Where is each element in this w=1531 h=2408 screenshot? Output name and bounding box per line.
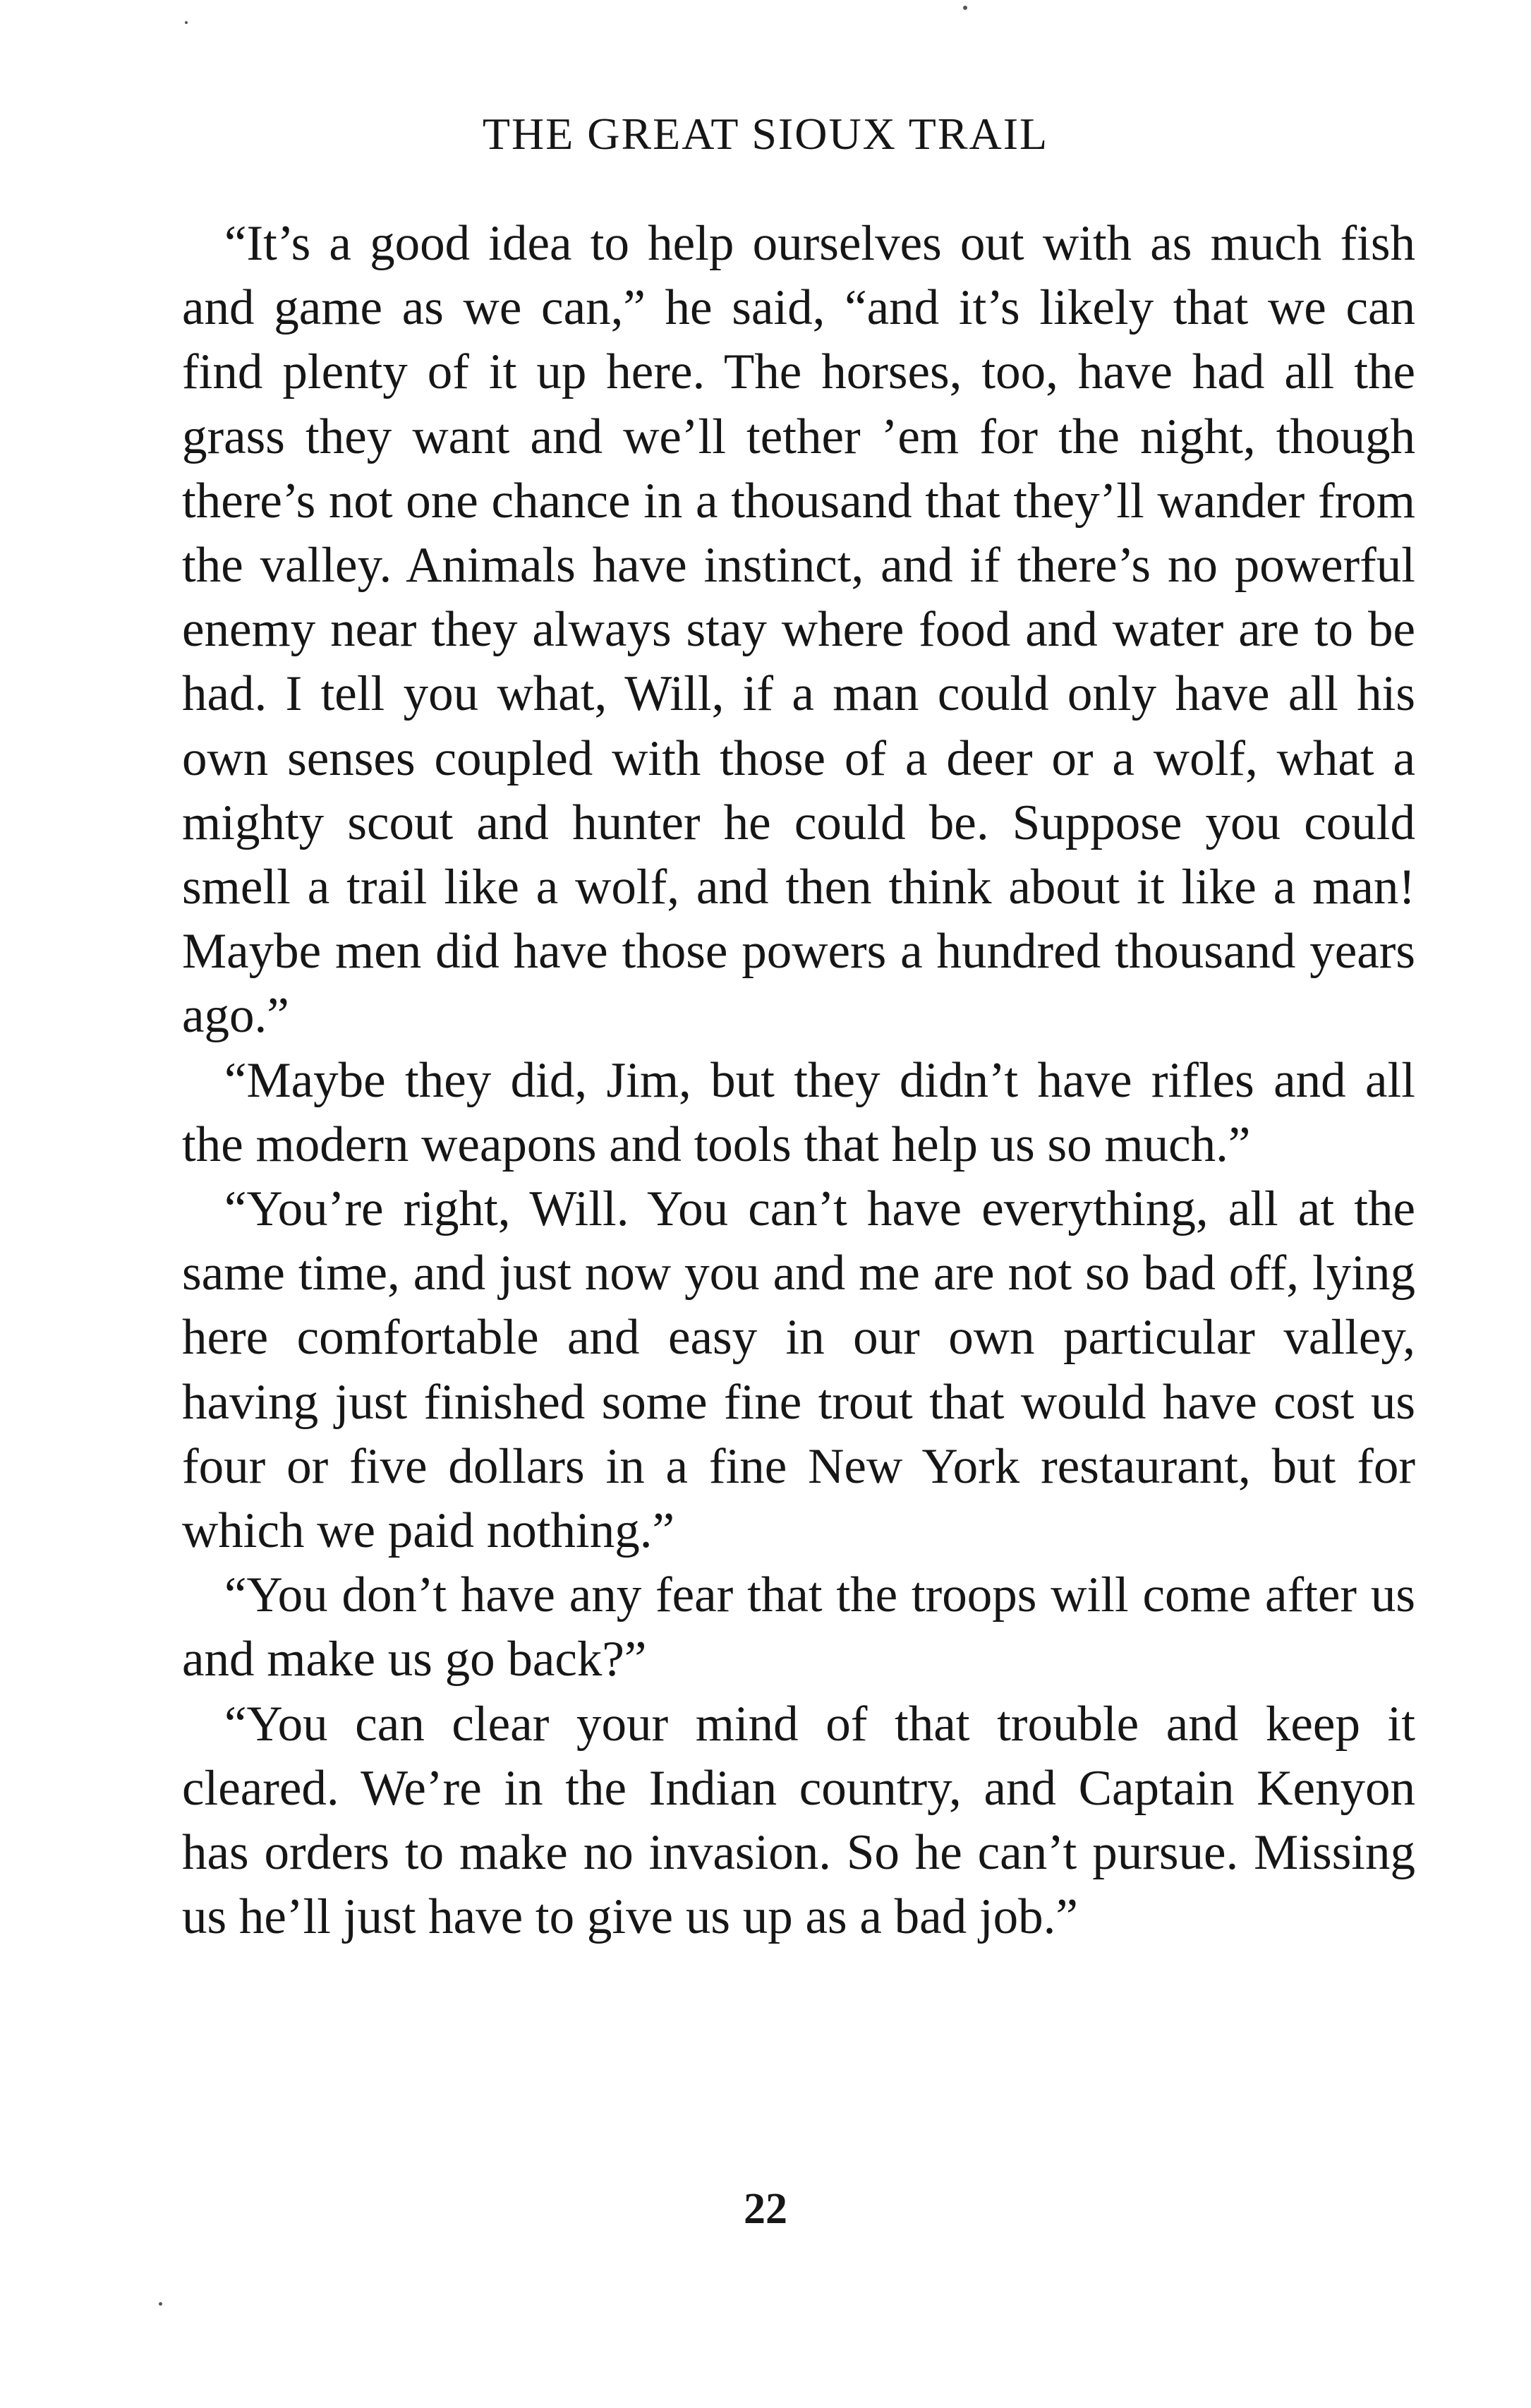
paragraph: “You’re right, Will. You can’t have everything, all at the same time, and just now you and me are not so bad off, lying here comfortable and easy in our own particular valley, having just finished some fine trout that would have cost us four or five dollars in a fine New York restaurant, but for which we paid nothing.” <box>182 1181 1415 1559</box>
paragraph: “You can clear your mind of that trouble and keep it cleared. We’re in the Indian country, and Captain Kenyon has orders to make no invasion. So he can’t pursue. Missing us he’ll just have to give us up as a bad job.” <box>182 1696 1415 1945</box>
page-number: 22 <box>744 2185 787 2233</box>
paragraph: “It’s a good idea to help ourselves out with as much fish and game as we can,” he said, “and it’s likely that we can find plenty of it up here. The horses, too, have had all the grass they want and we’ll tether ’em for the night, though there’s not one chance in a thousand that they’ll wander from the valley. Animals have instinct, and if there’s no powerful enemy near they always stay where food and water are to be had. I tell you what, Will, if a man could only have all his own senses coupled with those of a deer or a wolf, what a mighty scout and hunter he could be. Suppose you could smell a trail like a wolf, and then think about it like a man! Maybe men did have those powers a hundred thousand years ago.” <box>182 216 1415 1044</box>
scan-speck <box>963 6 967 10</box>
scan-speck <box>185 21 188 24</box>
running-head: THE GREAT SIOUX TRAIL <box>482 109 1049 159</box>
body-text <box>182 212 1415 1949</box>
scan-speck <box>159 2302 162 2306</box>
paragraph: “You don’t have any fear that the troops will come after us and make us go back?” <box>182 1567 1415 1687</box>
paragraph: “Maybe they did, Jim, but they didn’t have rifles and all the modern weapons and tools that help us so much.” <box>182 1052 1415 1172</box>
